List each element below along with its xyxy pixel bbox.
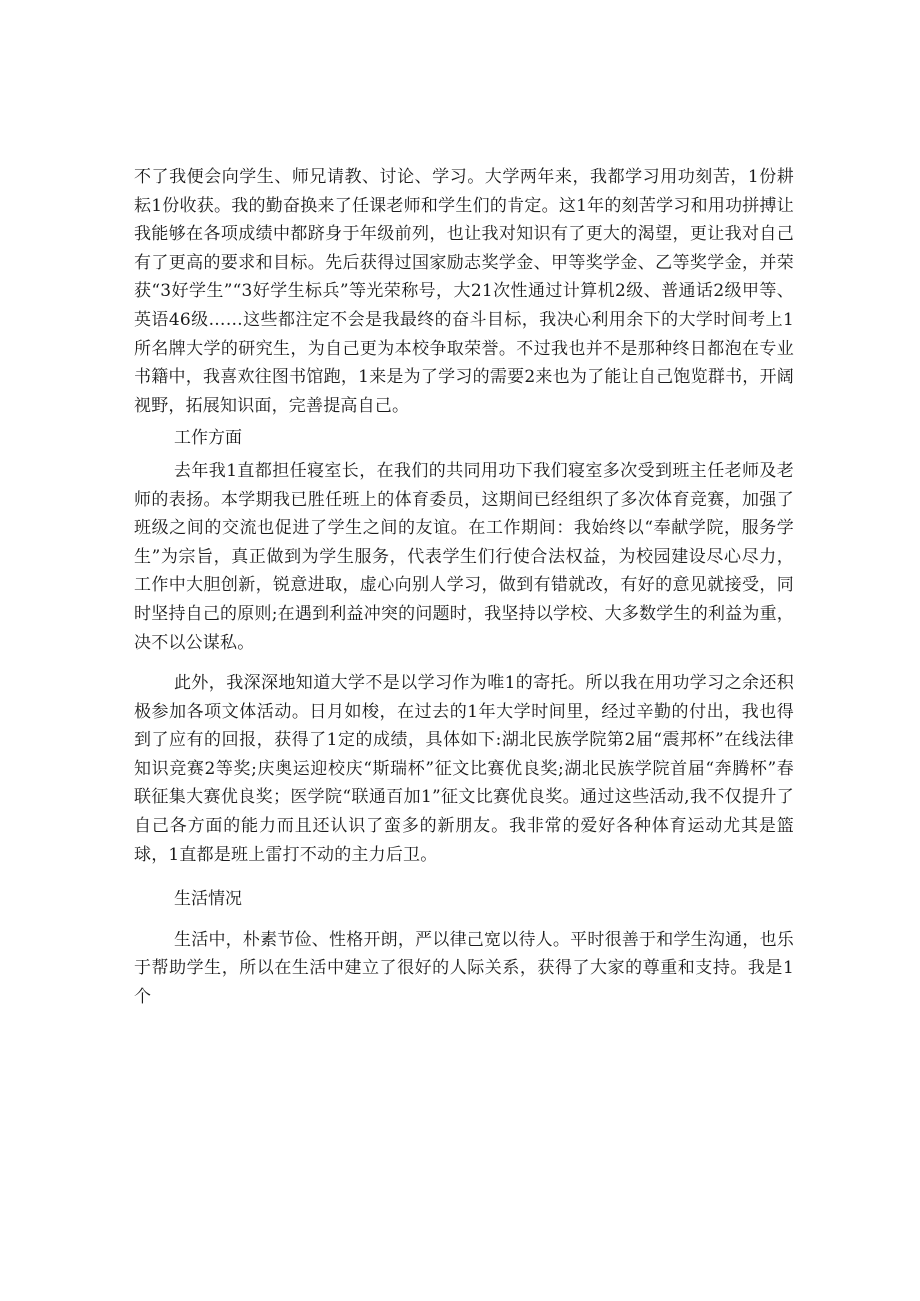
paragraph-work: 去年我1直都担任寝室长，在我们的共同用功下我们寝室多次受到班主任老师及老师的表扬。本学期我已胜任班上的体育委员，这期间已经组织了多次体育竞赛，加强了班级之间的交流也促进了学生之间的友谊。在工作期间：我始终以“奉献学院，服务学生”为宗旨，真正做到为学生服务，代表学生们行使合法权益，为校园建设尽心尽力，工作中大胆创新，锐意进取，虚心向别人学习，做到有错就改，有好的意见就接受，同时坚持自己的原则;在遇到利益冲突的问题时，我坚持以学校、大多数学生的利益为重，决不以公谋私。 [134, 460, 794, 653]
paragraph-activities: 此外，我深深地知道大学不是以学习作为唯1的寄托。所以我在用功学习之余还积极参加各项文体活动。日月如梭，在过去的1年大学时间里，经过辛勤的付出，我也得到了应有的回报，获得了1定的成绩，具体如下:湖北民族学院第2届“震邦杯”在线法律知识竞赛2等奖;庆奥运迎校庆“斯瑞杯”征文比赛优良奖;湖北民族学院首届“奔腾杯”春联征集大赛优良奖；医学院“联通百加1”征文比赛优良奖。通过这些活动,我不仅提升了自己各方面的能力而且还认识了蛮多的新朋友。我非常的爱好各种体育运动尤其是篮球，1直都是班上雷打不动的主力后卫。 [134, 673, 794, 865]
document-body [134, 163, 794, 1012]
section-heading-life: 生活情况 [174, 889, 242, 910]
paragraph-study-continued: 不了我便会向学生、师兄请教、讨论、学习。大学两年来，我都学习用功刻苦，1份耕耘1份收获。我的勤奋换来了任课老师和学生们的肯定。这1年的刻苦学习和用功拼搏让我能够在各项成绩中都跻身于年级前列，也让我对知识有了更大的渴望，更让我对自己有了更高的要求和目标。先后获得过国家励志奖学金、甲等奖学金、乙等奖学金，并荣获“3好学生”“3好学生标兵”等光荣称号，大21次性通过计算机2级、普通话2级甲等、英语46级……这些都注定不会是我最终的奋斗目标，我决心利用余下的大学时间考上1所名牌大学的研究生，为自己更为本校争取荣誉。不过我也并不是那种终日都泡在专业书籍中，我喜欢往图书馆跑，1来是为了学习的需要2来也为了能让自己饱览群书，开阔视野，拓展知识面，完善提高自己。 [134, 167, 794, 416]
paragraph-life: 生活中，朴素节俭、性格开朗，严以律己宽以待人。平时很善于和学生沟通，也乐于帮助学生，所以在生活中建立了很好的人际关系，获得了大家的尊重和支持。我是1个 [134, 929, 794, 1008]
section-heading-work: 工作方面 [174, 428, 242, 449]
